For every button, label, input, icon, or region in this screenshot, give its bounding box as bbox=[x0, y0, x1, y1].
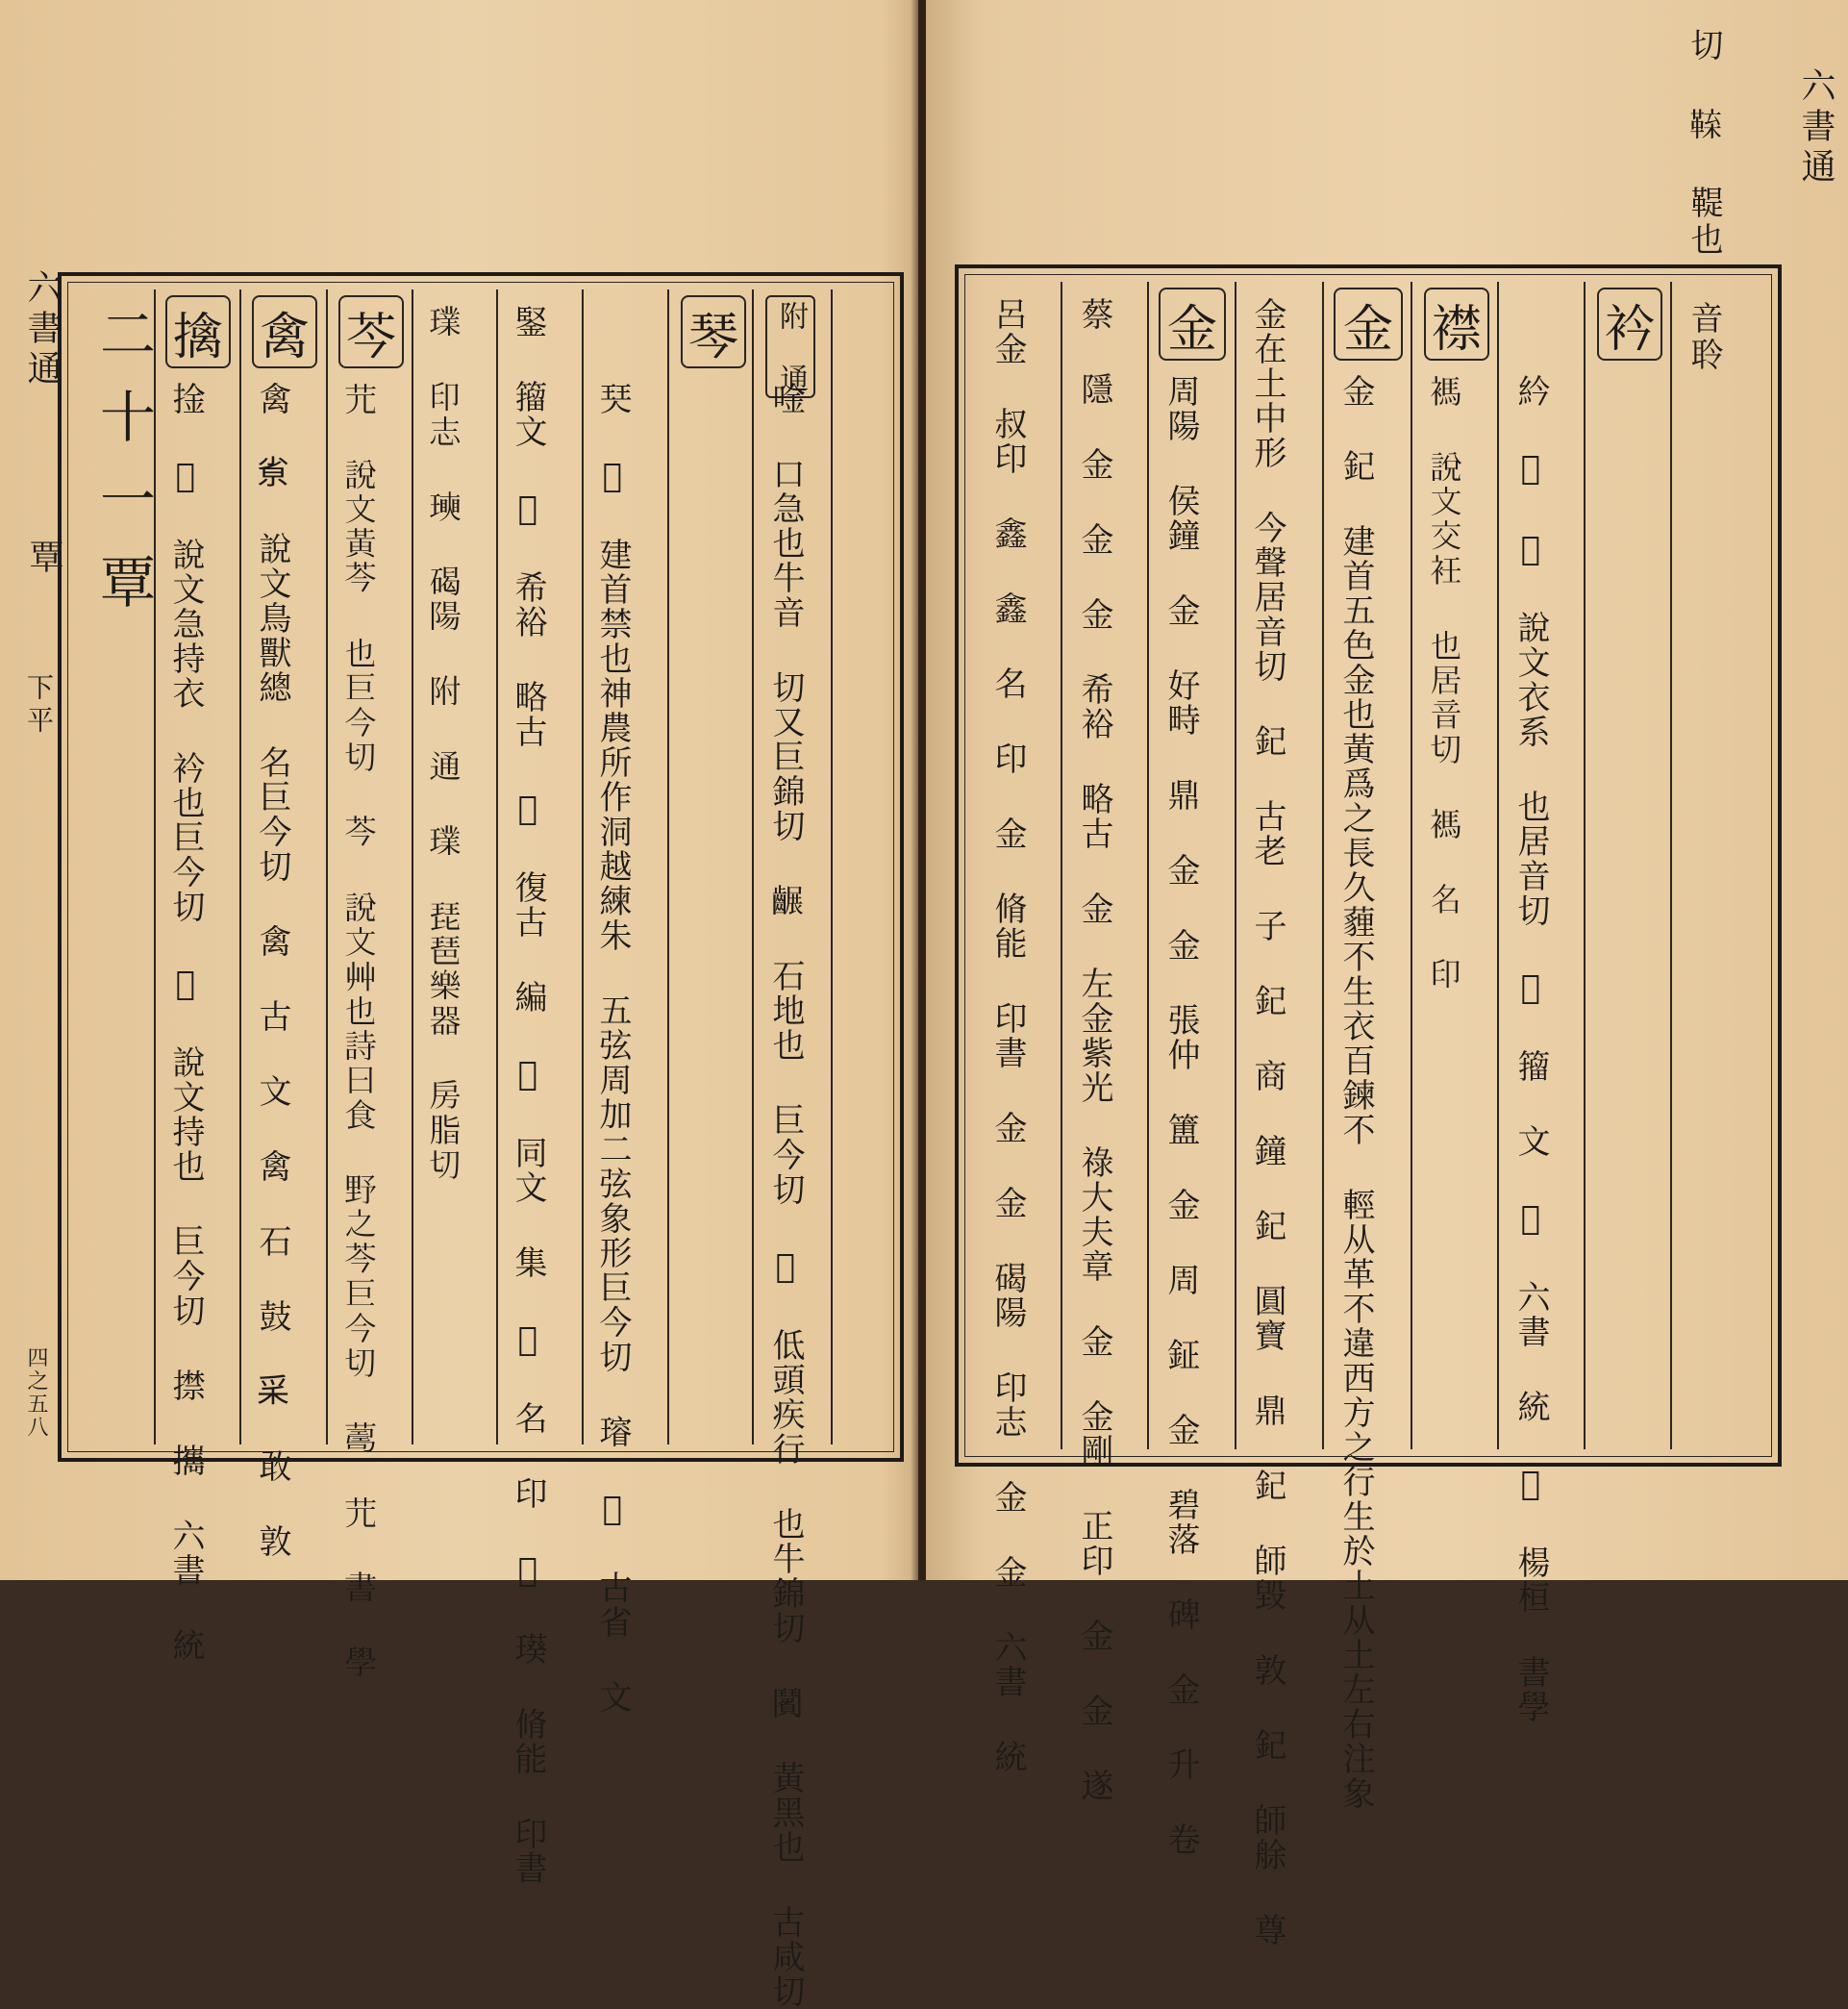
column-rule bbox=[831, 289, 833, 1444]
appendix-tag: 附 通 bbox=[765, 295, 815, 398]
head-character-box: 金 bbox=[1334, 288, 1403, 361]
column-rule bbox=[496, 289, 498, 1444]
head-character-box: 擒 bbox=[165, 295, 231, 368]
column-rule bbox=[1061, 282, 1062, 1449]
entry-column: 周陽 侯鐘 金 好畤 鼎 金 金 張仲 簠 金 周 鉦 金 碧落 碑 金 升 卷 bbox=[1161, 374, 1200, 1857]
column-rule bbox=[1235, 282, 1236, 1449]
column-rule bbox=[667, 289, 669, 1444]
column-rule bbox=[326, 289, 328, 1444]
entry-column: 蔡 隱 金 金 金 希裕 略古 金 左金紫光 祿大夫章 金 金剛 正印 金 金 遂 bbox=[1075, 297, 1113, 1803]
column-rule bbox=[1670, 282, 1672, 1449]
left-text-frame bbox=[58, 272, 904, 2009]
entry-column: 𧜗 說文交衽 也居音切 𧜗 名 印 bbox=[1425, 374, 1463, 992]
entry-column: 呂金 叔印 鑫 鑫 名 印 金 脩能 印書 金 金 碣陽 印志 金 金 六書 統 bbox=[988, 297, 1027, 1774]
head-character-box: 衿 bbox=[1597, 288, 1662, 361]
head-character-box: 襟 bbox=[1424, 288, 1489, 361]
head-character-box: 金 bbox=[1159, 288, 1226, 361]
left-margin-tone: 下平 bbox=[23, 673, 55, 739]
folio-number: 四之五八 bbox=[24, 1346, 48, 1439]
head-character-box: 琴 bbox=[681, 295, 746, 368]
column-rule bbox=[1584, 282, 1586, 1449]
head-character-box: 禽 bbox=[252, 295, 317, 368]
chapter-heading: 二十一覃 bbox=[90, 305, 156, 636]
column-rule bbox=[1411, 282, 1412, 1449]
entry-column: 捦 𢹿 說文急持衣 衿也巨今切 𢹀 說文持也 巨今切 㩒 𢹂 六書 統 bbox=[166, 382, 205, 1663]
column-rule bbox=[1497, 282, 1499, 1449]
entry-column: 紟 𦀳 𦄆 說文衣系 也居音切 𦇍 籀 文 𢄂 六書 統 𧝍 楊桓 書學 bbox=[1511, 374, 1550, 1724]
column-rule bbox=[1147, 282, 1149, 1449]
column-rule bbox=[1322, 282, 1324, 1449]
left-margin-rhyme: 覃 bbox=[24, 539, 63, 579]
entry-column: 切 𩋑 鞮也 音聆 bbox=[1685, 28, 1723, 374]
entry-column: 𦬂 說文黃芩 也巨今切 芩 說文艸也詩曰食 野之芩巨今切 𦺚 𦬂 書 學 bbox=[339, 382, 378, 1680]
column-rule bbox=[412, 289, 413, 1444]
left-page bbox=[0, 0, 918, 2009]
head-character-box: 芩 bbox=[338, 295, 404, 368]
column-rule bbox=[752, 289, 754, 1444]
entry-column: 珡 𤩠 建首禁也神農所作洞越練朱 五弦周加二弦象形巨今切 𤩷 𤦪 古省 文 bbox=[593, 382, 632, 1715]
entry-column: 金在土中形 今聲居音切 𨥈 古老 子 𨥈 商 鐘 𨥈 圓寶 鼎 𨥈 師毀 敦 𨥈 師艅 尊 bbox=[1248, 297, 1286, 1947]
entry-column: 唫 口急也牛音 切又巨錦切 𪙕 石地也 巨今切 𨧸 低頭疾行 也牛錦切 𩰗 黃黑也 古咸切 bbox=[766, 382, 805, 2009]
right-margin-title: 六書通 bbox=[1796, 67, 1836, 188]
column-rule bbox=[239, 289, 241, 1444]
entry-column: 𤩶 印志 𤩵 碣陽 附 通 𤩶 琵琶樂器 房脂切 bbox=[424, 305, 462, 1182]
entry-column: 鋻 籀文 𥏍 希裕 略古 𧻣 復古 編 𨯶 同文 集 𤩶 名 印 𤩵 𤩸 脩能 印書 bbox=[509, 305, 547, 1886]
entry-column: 金 𨥈 建首五色金也黃爲之長久薶不生衣百鍊不 輕从革不違西方之行生於土从土左右注象 bbox=[1336, 374, 1375, 1811]
left-margin-title: 六書通 bbox=[22, 269, 62, 390]
entry-column: 禽 𡭽 說文鳥獸總 名巨今切 禽 古 文 禽 石 鼓 𥝩 敢 敦 bbox=[253, 382, 291, 1559]
right-text-frame bbox=[955, 28, 1782, 1947]
column-rule bbox=[582, 289, 584, 1444]
right-page bbox=[926, 0, 1848, 1947]
